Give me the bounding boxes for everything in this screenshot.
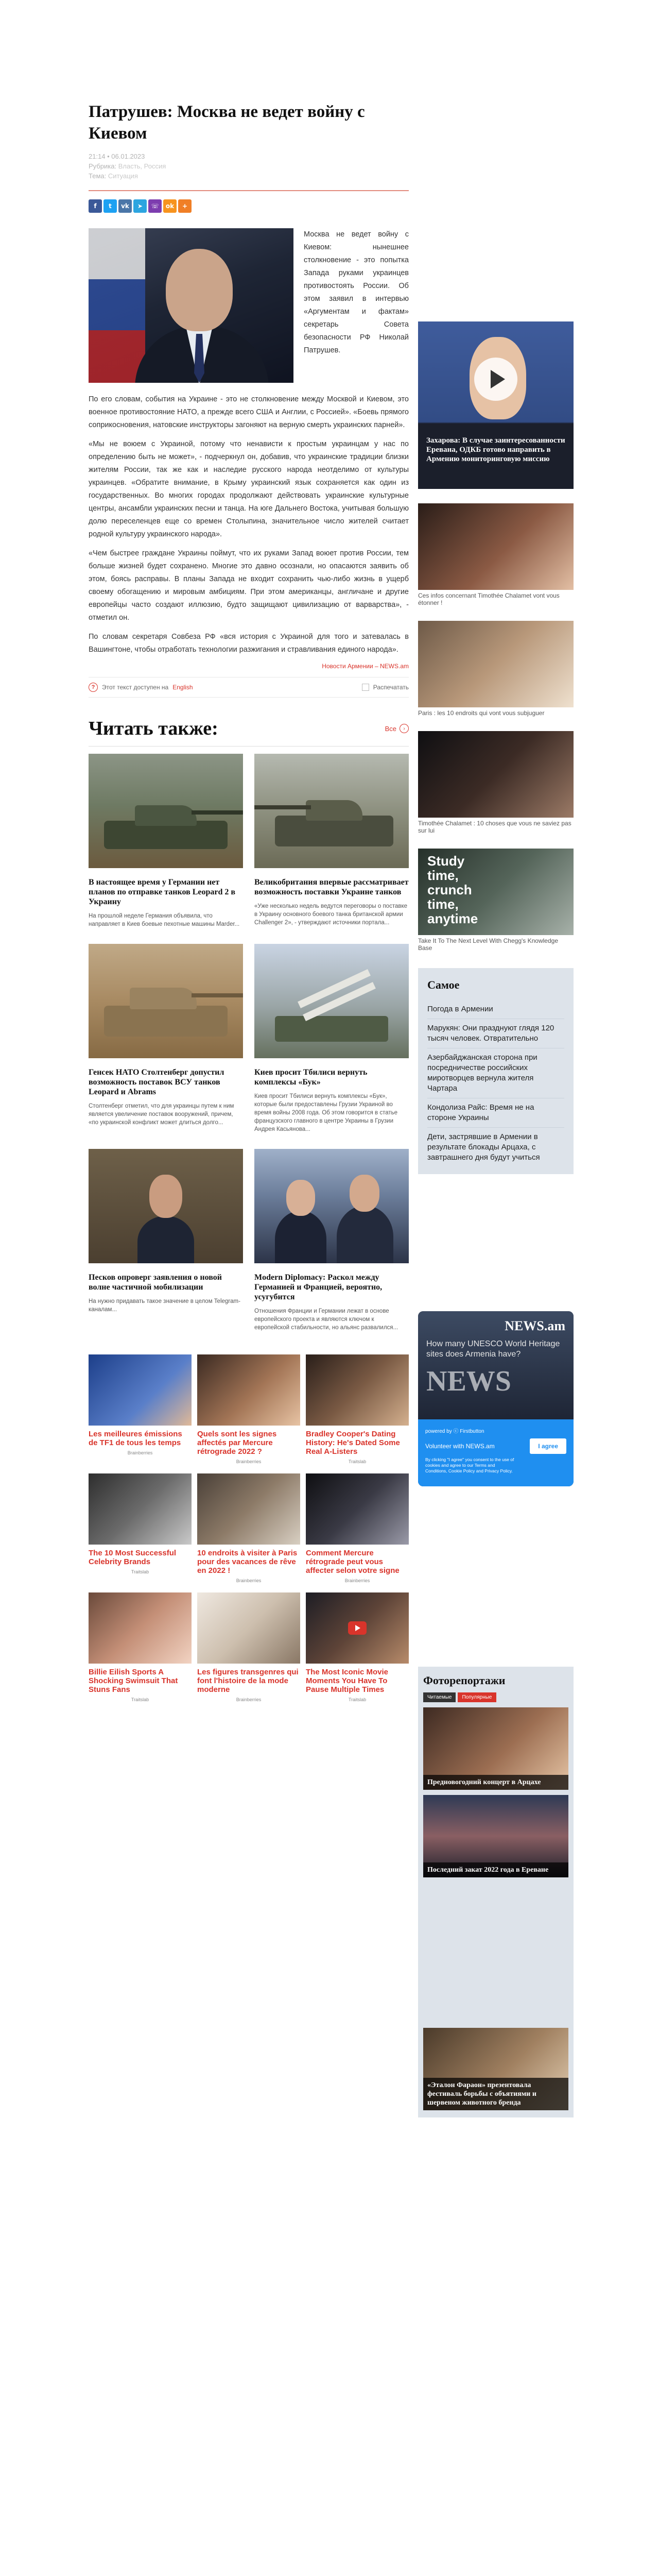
popular-item[interactable]: Азербайджанская сторона при посредничестве российских миротворцев вернула жителя Чартара <box>427 1048 564 1098</box>
promoted-card[interactable] <box>306 1592 409 1702</box>
article-column <box>89 101 409 1702</box>
photo-report-item[interactable] <box>423 1795 568 1877</box>
facebook-share-button[interactable]: f <box>89 199 102 213</box>
article-paragraph: Москва не ведет войну с Киевом: нынешнее столкновение - это попытка Запада руками украинцев противостоять России. Об этом заявил в интервью «Аргументам и фактам» секретарь Совета безопасности РФ Николай Патрушев. <box>304 230 409 354</box>
telegram-share-button[interactable]: ➤ <box>133 199 147 213</box>
tab-popular[interactable]: Популярные <box>458 1692 496 1702</box>
photo-reports-panel <box>418 1667 574 2117</box>
read-all-label: Все <box>385 724 396 733</box>
news-card-image <box>89 754 243 868</box>
quiz-widget <box>418 1311 574 1486</box>
sidebar-promo-image <box>418 731 574 818</box>
promoted-title: The Most Iconic Movie Moments You Have To Pause Multiple Times <box>306 1668 389 1694</box>
photo-report-caption: Предновогодний концерт в Арцахе <box>423 1775 568 1790</box>
quiz-question: How many UNESCO World Heritage sites does Armenia have? <box>426 1340 560 1359</box>
article-paragraph: «Чем быстрее граждане Украины поймут, что их руками Запад воюет против России, тем больше жизней будет сохранено. Многие это давно осознали, но опасаются заявить об этом, боясь расправы. В планы Запада не входит сохранить чью-либо жизнь в ущерб своему обогащению и мировым амбициям. При этом американцы, англичане и другие европейцы часто создают иллюзию, будто защищают цивилизацию от варварства», - отметил он. <box>89 549 409 622</box>
promoted-card[interactable] <box>197 1473 300 1583</box>
promoted-title: Les figures transgenres qui font l'histoire de la mode moderne <box>197 1668 299 1694</box>
sidebar-video-caption: Захарова: В случае заинтересованности Еревана, ОДКБ готово направить в Армению мониторинговую миссию <box>426 436 565 463</box>
print-icon <box>362 684 369 691</box>
language-note: Этот текст доступен на <box>102 684 169 691</box>
promoted-title: 10 endroits à visiter à Paris pour des vacances de rêve en 2022 ! <box>197 1549 298 1575</box>
article-paragraph: По его словам, события на Украине - это не столкновение между Москвой и Киевом, это военное противостояние НАТО, а прежде всего США и Англии, с Россией». «Боевь прямого соприкосновения, натовские инструкторы загоняют на верную смерть украинских парней». <box>89 395 409 429</box>
language-row <box>89 677 409 698</box>
read-also-grid <box>89 754 409 1332</box>
promoted-source: Brainberries <box>127 1450 153 1455</box>
popular-item[interactable]: Дети, застрявшие в Армении в результате блокады Арцаха, с завтрашнего дня будут учиться <box>427 1132 540 1162</box>
twitter-share-button[interactable]: t <box>103 199 117 213</box>
sidebar-promo[interactable] <box>418 503 574 606</box>
promoted-source: Traitslab <box>348 1459 367 1464</box>
article-topic <box>89 171 409 181</box>
news-card[interactable] <box>89 754 243 928</box>
promoted-image <box>89 1354 192 1426</box>
news-card-text: «Уже несколько недель ведутся переговоры о поставке в Украину основного боевого танка британской армии Challenger 2», - утверждают источники портала... <box>254 903 408 926</box>
news-card-text: Киев просит Тбилиси вернуть комплексы «Бук», которые были предоставлены Грузии Украиной во время войны 2008 года. Об этом говорится в статье французского главного в центре Украины в Грузии Андрея Касьянова... <box>254 1093 398 1132</box>
news-card-title: Великобритания впервые рассматривает возможность поставки Украине танков <box>254 878 409 896</box>
news-card-title: Киев просит Тбилиси вернуть комплексы «Бук» <box>254 1068 368 1087</box>
sidebar-promo-image <box>418 849 574 935</box>
tab-most-read[interactable]: Читаемые <box>423 1692 456 1702</box>
odnoklassniki-share-button[interactable]: ok <box>163 199 177 213</box>
promoted-card[interactable] <box>197 1354 300 1464</box>
sidebar-promo[interactable] <box>418 621 574 717</box>
promoted-source: Traitslab <box>348 1697 367 1702</box>
topic-link[interactable]: Ситуация <box>108 172 138 180</box>
sidebar-promo[interactable] <box>418 849 574 952</box>
news-card-text: На прошлой неделе Германия объявила, что направляет в Киев боевые пехотные машины Marder... <box>89 913 240 927</box>
news-card[interactable] <box>254 754 409 928</box>
photo-tabs <box>423 1692 568 1702</box>
promoted-image <box>197 1473 300 1545</box>
promoted-card[interactable] <box>306 1473 409 1583</box>
news-card-image <box>89 1149 243 1263</box>
read-also-header <box>89 717 409 740</box>
promoted-card[interactable] <box>197 1592 300 1702</box>
photo-report-item[interactable] <box>423 1707 568 1790</box>
topic-label: Тема: <box>89 172 107 180</box>
play-icon <box>474 358 517 401</box>
popular-item[interactable]: Погода в Армении <box>427 1000 564 1019</box>
promoted-title: Quels sont les signes affectés par Mercure rétrograde 2022 ? <box>197 1430 277 1456</box>
sidebar-video[interactable] <box>418 321 574 489</box>
promoted-image <box>306 1354 409 1426</box>
photo-report-caption: «Эталон Фараон» презентовала фестиваль борьбы с объятиями и шервеном животного бренда <box>423 2078 568 2110</box>
article-title: Патрушев: Москва не ведет войну с Киевом <box>89 103 365 143</box>
promoted-source: Brainberries <box>236 1459 262 1464</box>
news-card-image <box>89 944 243 1058</box>
share-bar <box>89 199 409 213</box>
article-rubric <box>89 161 409 171</box>
article-lead <box>89 228 409 388</box>
sidebar-promo-image <box>418 621 574 707</box>
read-also-divider <box>89 746 409 747</box>
promoted-source: Brainberries <box>344 1578 370 1583</box>
news-card[interactable] <box>89 1149 243 1332</box>
sidebar-promo-image <box>418 503 574 590</box>
quiz-optin: Volunteer with NEWS.am <box>425 1443 495 1450</box>
news-card-title: Modern Diplomacy: Раскол между Германией и Францией, вероятно, усугубится <box>254 1273 383 1301</box>
viber-share-button[interactable]: ☏ <box>148 199 162 213</box>
news-card-text: Столтенберг отметил, что для украинцы путем к ним является увеличение поставок вооружений, причем, «по украинской конфликт может длиться долго... <box>89 1103 234 1126</box>
promoted-card[interactable] <box>89 1473 192 1583</box>
sidebar-promo-caption: Paris : les 10 endroits qui vont vous subjuguer <box>418 709 545 717</box>
article-paragraph: По словам секретаря Совбеза РФ «вся история с Украиной для того и затевалась в Вашингтоне, чтобы отработать технологии разжигания и стравливания единого народа». <box>89 633 409 654</box>
quiz-brand: NEWS.am <box>505 1318 565 1333</box>
print-label: Распечатать <box>373 684 409 691</box>
source-link[interactable]: Новости Армении – NEWS.am <box>322 663 409 670</box>
article-paragraph: «Мы не воюем с Украиной, потому что ненависти к простым украинцам у нас по определению быть не может», - подчеркнул он, добавив, что украинские традиции близки жителям России, так же как и наследие русского народа неотделимо от культуры украинцев. «Обратите внимание, в Крыму украинский язык сохраняется как один из государственных. Во многих городах продолжают действовать украинские культурные центры, ансамбли украинских песни и танца. На юге Дальнего Востока, учитывая большую долю переселенцев еще со времен Столыпина, значительное число жителей считает родной культуру украинского народа». <box>89 440 409 538</box>
news-card-text: Отношения Франции и Германии лежат в основе европейского проекта и являются ключом к европейской стабильности, но альянс развалился... <box>254 1308 398 1331</box>
promoted-title: Comment Mercure rétrograde peut vous affecter selon votre signe <box>306 1549 400 1575</box>
promoted-source: Brainberries <box>236 1697 262 1702</box>
promoted-source: Traitslab <box>131 1569 149 1574</box>
news-card[interactable] <box>254 1149 409 1332</box>
popular-item[interactable]: Кондолиза Райс: Время не на стороне Украины <box>427 1098 564 1128</box>
news-card-title: В настоящее время у Германии нет планов по отправке танков Leopard 2 в Украину <box>89 878 236 906</box>
sidebar-promo-overlay: Study time, crunch time, anytime <box>427 853 478 926</box>
photo-reports-spacer <box>423 1877 568 2023</box>
news-card-title: Генсек НАТО Столтенберг допустил возможность поставок ВСУ танков Leopard и Abrams <box>89 1068 224 1096</box>
news-card[interactable] <box>89 944 243 1133</box>
promoted-image <box>89 1592 192 1664</box>
sidebar-promo-caption: Take It To The Next Level With Chegg's Knowledge Base <box>418 937 558 952</box>
promoted-image <box>197 1354 300 1426</box>
promoted-title: Bradley Cooper's Dating History: He's Dated Some Real A-Listers <box>306 1430 400 1456</box>
quiz-logo: NEWS <box>426 1365 511 1397</box>
promoted-image <box>306 1592 409 1664</box>
rubric-label: Рубрика: <box>89 162 117 170</box>
news-card[interactable] <box>254 944 409 1133</box>
article-date: 21:14 • 06.01.2023 <box>89 152 145 160</box>
language-icon: ? <box>89 683 98 692</box>
read-all-link[interactable] <box>385 724 409 733</box>
news-card-text: На нужно придавать такое значение в целом Telegram-каналам... <box>89 1298 240 1313</box>
chevron-right-icon: › <box>400 724 409 733</box>
title-divider <box>89 190 409 191</box>
quiz-agree-button[interactable]: I agree <box>530 1438 566 1454</box>
promoted-image <box>306 1473 409 1545</box>
sidebar <box>418 321 574 2117</box>
sidebar-promo-caption: Ces infos concernant Timothée Chalamet vont vous étonner ! <box>418 592 560 606</box>
photo-report-item[interactable] <box>423 2028 568 2110</box>
article-source <box>89 663 409 677</box>
promoted-image <box>197 1592 300 1664</box>
vk-share-button[interactable]: vk <box>118 199 132 213</box>
more-share-button[interactable]: + <box>178 199 192 213</box>
sidebar-promo[interactable] <box>418 731 574 834</box>
play-icon <box>348 1621 367 1635</box>
rubric-link[interactable]: Власть, Россия <box>118 162 166 170</box>
promoted-title: The 10 Most Successful Celebrity Brands <box>89 1549 177 1566</box>
promoted-source: Brainberries <box>236 1578 262 1583</box>
news-card-image <box>254 1149 409 1263</box>
popular-panel <box>418 968 574 1174</box>
photo-reports-title: Фоторепортажи <box>423 1674 506 1687</box>
promoted-grid <box>89 1354 409 1702</box>
promoted-image <box>89 1473 192 1545</box>
promoted-card[interactable] <box>89 1592 192 1702</box>
popular-title: Самое <box>427 978 460 991</box>
quiz-consent-text: By clicking "I agree" you consent to the use of cookies and agree to our Terms and Conditions, Cookie Policy and Privacy Policy. <box>425 1457 514 1473</box>
news-card-image <box>254 754 409 868</box>
promoted-title: Les meilleures émissions de TF1 de tous les temps <box>89 1430 182 1447</box>
read-also-title: Читать также: <box>89 718 218 739</box>
language-link[interactable]: English <box>172 684 193 691</box>
photo-report-caption: Последний закат 2022 года в Ереване <box>423 1862 568 1877</box>
quiz-powered: powered by ⓒ Firstbutton <box>425 1429 484 1434</box>
news-card-image <box>254 944 409 1058</box>
promoted-card[interactable] <box>306 1354 409 1464</box>
promoted-source: Traitslab <box>131 1697 149 1702</box>
news-card-title: Песков опроверг заявления о новой волне частичной мобилизации <box>89 1273 222 1292</box>
promoted-title: Billie Eilish Sports A Shocking Swimsuit That Stuns Fans <box>89 1668 178 1694</box>
popular-item[interactable]: Марукян: Они празднуют глядя 120 тысяч человек. Отвратительно <box>427 1019 564 1048</box>
article-photo <box>89 228 293 383</box>
print-button[interactable] <box>362 684 409 691</box>
promoted-card[interactable] <box>89 1354 192 1464</box>
sidebar-promo-caption: Timothée Chalamet : 10 choses que vous ne saviez pas sur lui <box>418 820 571 834</box>
